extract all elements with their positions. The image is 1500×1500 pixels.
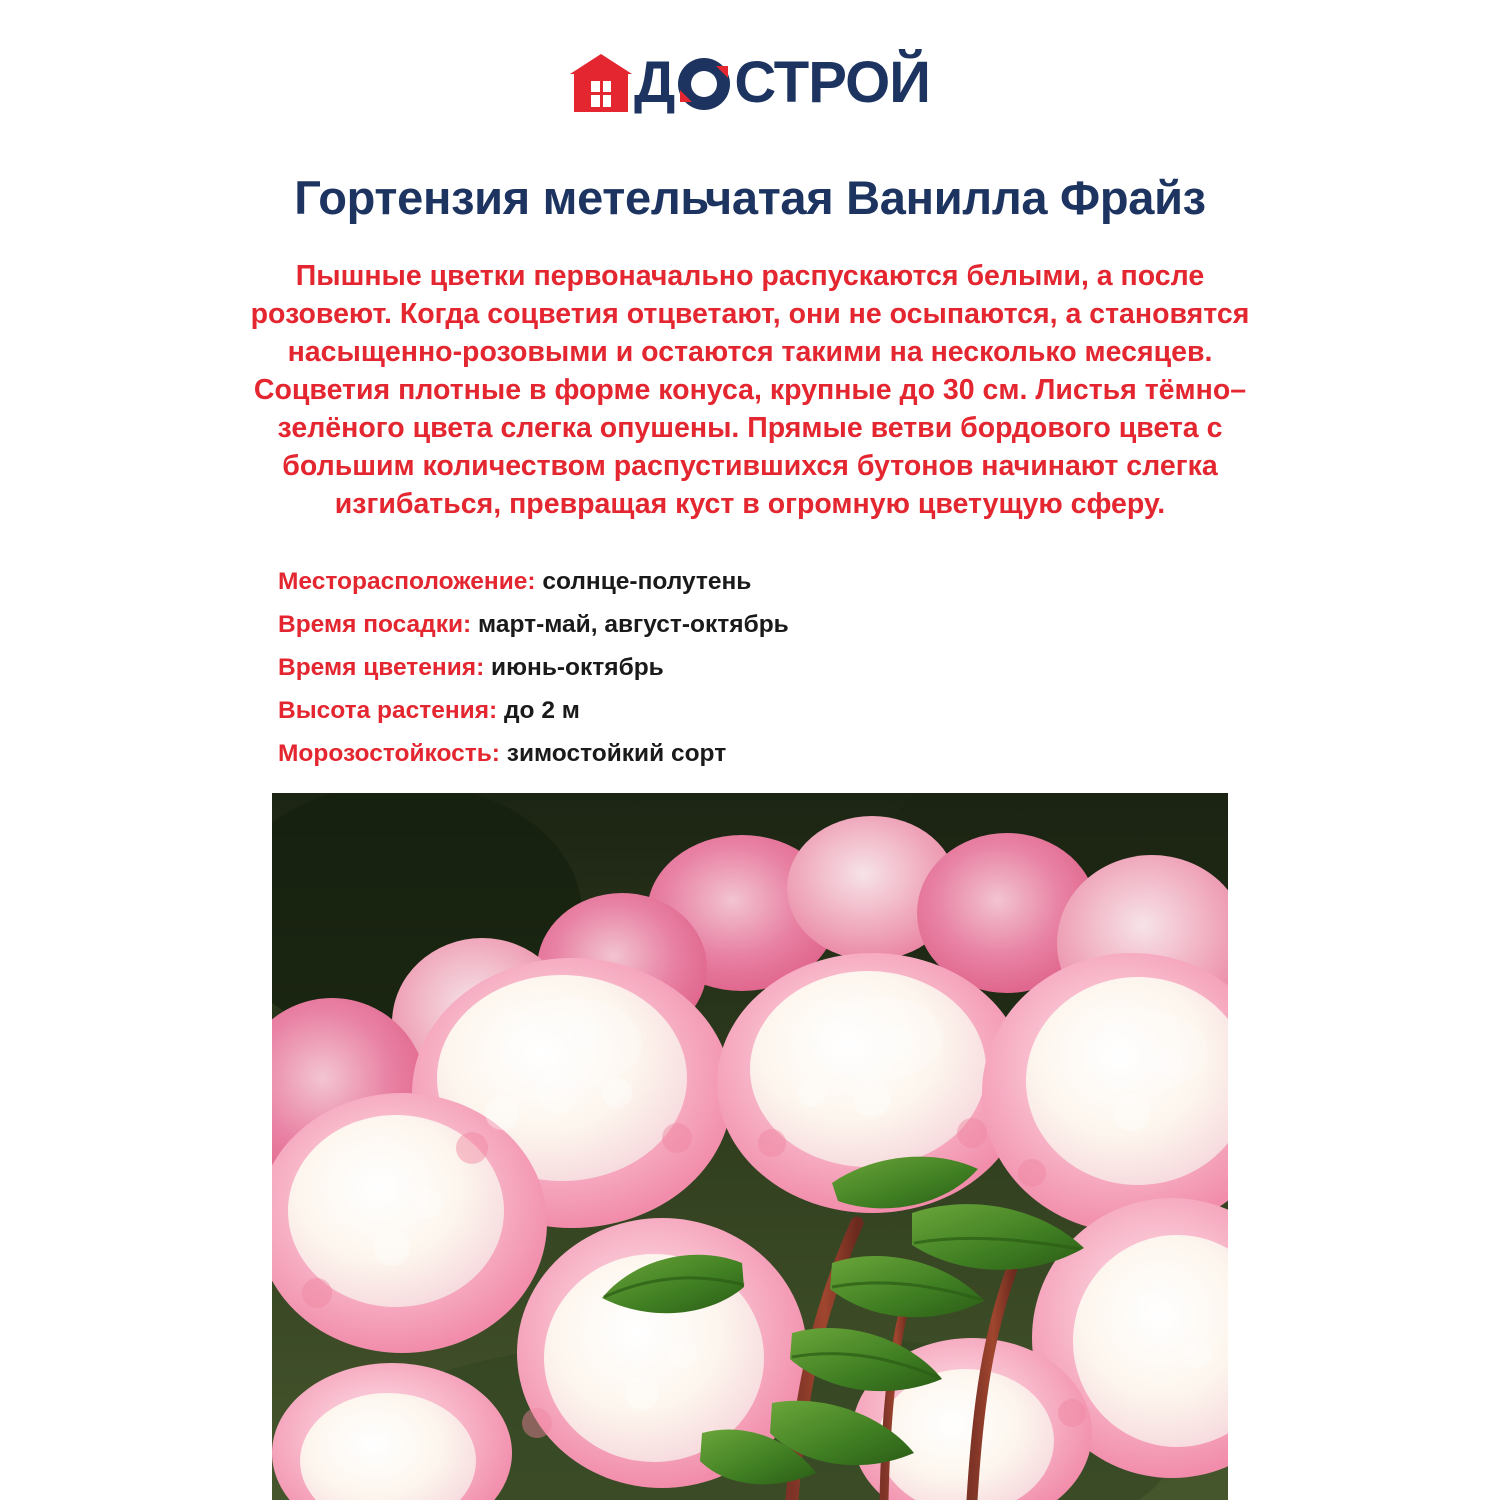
spec-row <box>278 732 1178 775</box>
spec-label: Время цветения: <box>278 654 485 681</box>
spec-value: до 2 м <box>504 697 580 724</box>
spec-label: Время посадки: <box>278 611 472 638</box>
logo-text-part2: СТРОЙ <box>734 50 930 115</box>
spec-label: Морозостойкость: <box>278 740 500 767</box>
spec-row <box>278 560 1178 603</box>
brand-logo <box>0 52 1500 114</box>
spec-value: зимостойкий сорт <box>506 740 727 767</box>
logo-lockup <box>570 52 930 114</box>
spec-value: июнь-октябрь <box>491 654 664 681</box>
house-icon <box>570 54 632 112</box>
spec-row <box>278 603 1178 646</box>
spec-value: март-май, август-октябрь <box>478 611 789 638</box>
product-description: Пышные цветки первоначально распускаются белыми, а после розовеют. Когда соцветия отцветают, они не осыпаются, а становятся насыщенно-розовыми и остаются такими на несколько месяцев. Соцветия плотные в форме конуса, крупные до 30 см. Листья тёмно–зелёного цвета слегка опушены. Прямые ветви бордового цвета с большим количеством распустившихся бутонов начинают слегка изгибаться, превращая куст в огромную цветущую сферу. <box>250 259 1250 520</box>
spec-row <box>278 689 1178 732</box>
product-photo <box>272 793 1228 1500</box>
spec-label: Высота растения: <box>278 697 498 724</box>
spec-label: Месторасположение: <box>278 568 536 595</box>
spec-value: солнце-полутень <box>542 568 752 595</box>
spec-list <box>278 560 1178 775</box>
page-title: Гортензия метельчатая Ванилла Фрайз <box>294 171 1206 225</box>
logo-text-part1: Д <box>634 50 675 115</box>
logo-o-icon <box>674 54 734 112</box>
spec-row <box>278 646 1178 689</box>
